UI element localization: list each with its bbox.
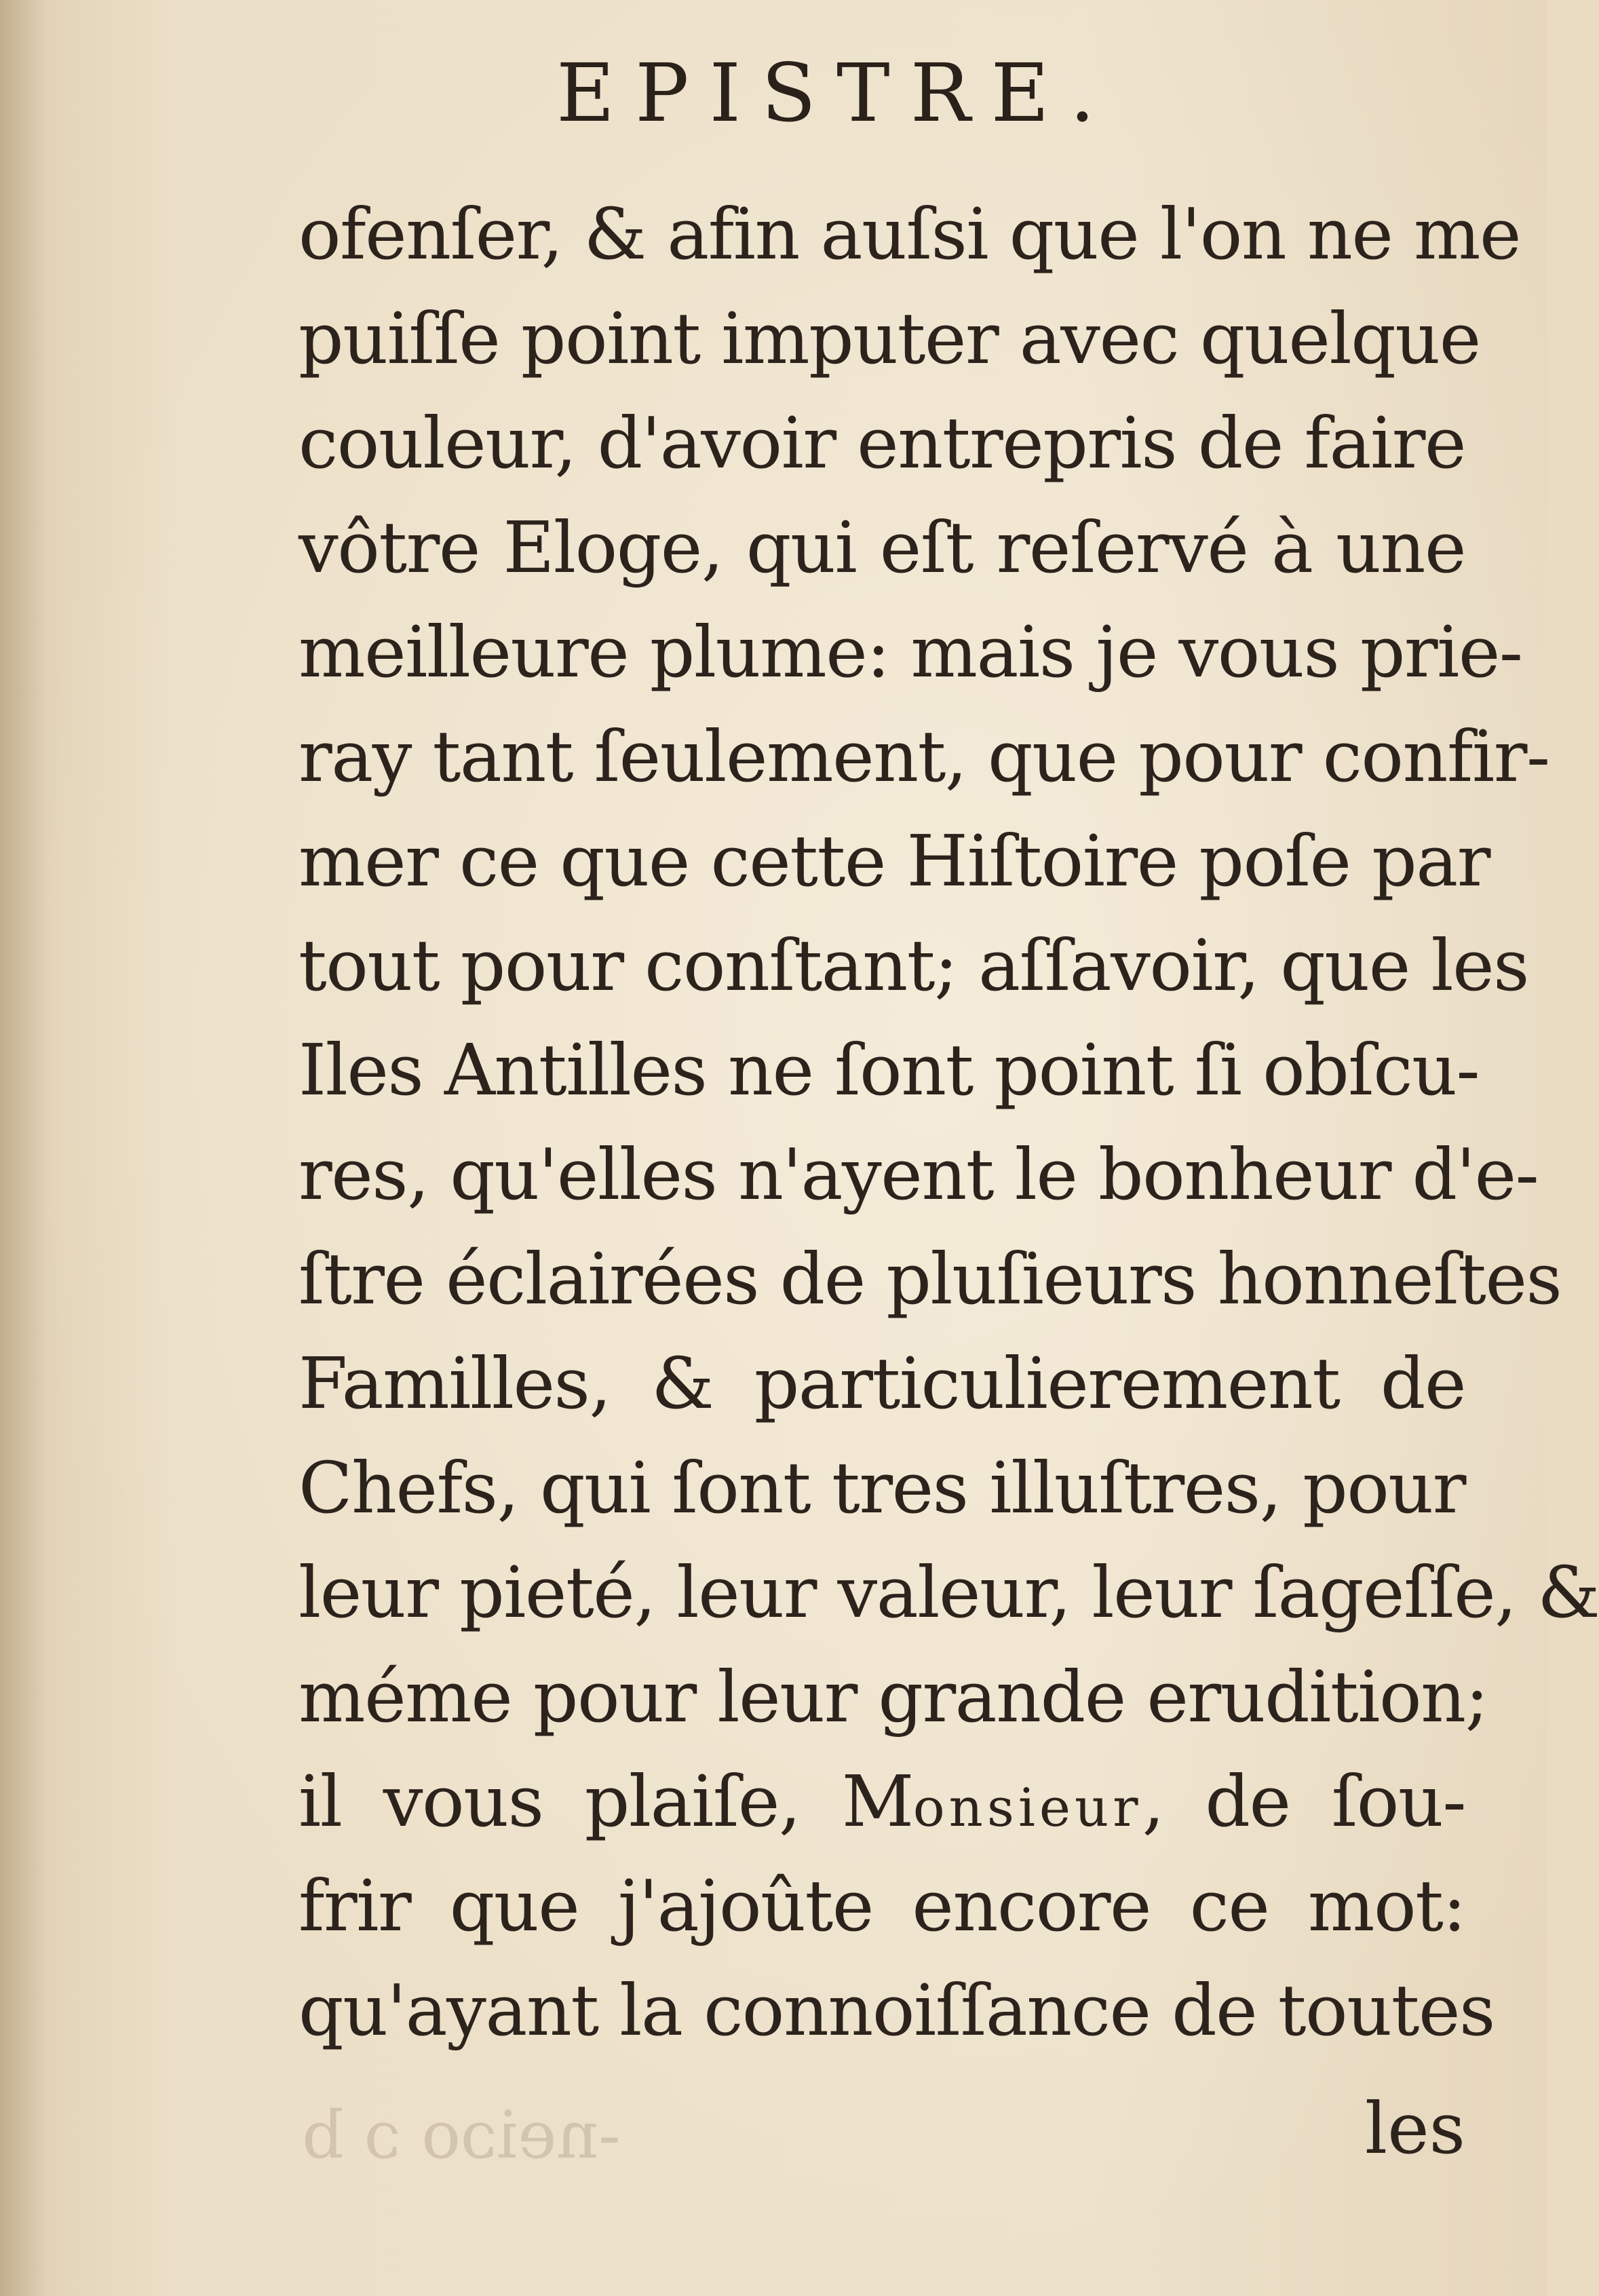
text-line-8: tout pour conſtant; aſſavoir, que les [298,924,1529,1007]
text-line-16-end: , de ſou- [1142,1760,1466,1843]
text-line-14: leur pieté, leur valeur, leur ſageſſe, & [298,1551,1599,1634]
text-line-15: méme pour leur grande erudition; [298,1656,1488,1738]
text-line-16 [298,1749,1465,1854]
text-line-3: couleur, d'avoir entrepris de faire [298,402,1465,484]
text-line-18: qu'ayant la connoiſſance de toutes [298,1969,1495,2052]
text-line-5: meilleure plume: mais je vous prie- [298,611,1522,693]
text-line-16-start: il vous plaiſe, M [298,1760,913,1843]
text-line-13: Chefs, qui ſont tres illuſtres, pour [298,1447,1465,1529]
catchword: les [1364,2087,1465,2170]
text-line-10: res, qu'elles n'ayent le bonheur d'e- [298,1133,1539,1216]
text-line-4: vôtre Eloge, qui eſt reſervé à une [298,506,1465,589]
text-line-7: mer ce que cette Hiſtoire poſe par [298,820,1490,902]
body-text [298,182,1599,2063]
text-line-12: Familles, & particulierement de [298,1342,1465,1425]
text-line-11: ſtre éclairées de pluſieurs honneſtes [298,1238,1562,1320]
text-line-1: ofenſer, & afin auſsi que l'on ne me [298,193,1521,275]
bleed-through-text: -neiɔo ɔ b [302,2097,621,2173]
text-line-2: puiſſe point imputer avec quelque [298,297,1480,380]
text-line-9: Iles Antilles ne ſont point ſi obſcu- [298,1029,1480,1111]
monsieur-smallcaps: onsieur [912,1778,1142,1839]
page-gutter-shadow [0,0,47,2296]
text-line-6: ray tant ſeulement, que pour confir- [298,715,1549,798]
text-line-17: frir que j'ajoûte encore ce mot: [298,1864,1465,1947]
page-header: EPISTRE. [556,46,1116,140]
